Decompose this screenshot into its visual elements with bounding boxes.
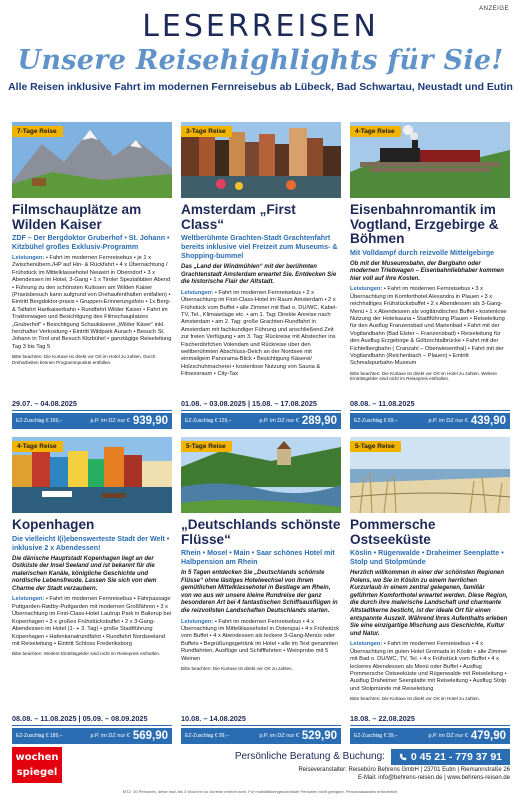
offer-services [181,290,341,379]
contact-label: Persönliche Beratung & Buchung: [234,751,385,762]
footer [12,747,510,783]
fine-print: MTZ: 30 Personen, diese muß bis 3 Wochen vor Anreise erreicht sein. Für mobilitätseingeschränkte Personen nicht geeignet. Personalausweis erforderlich. [122,789,399,794]
offer-dates: 08.08. – 11.08.2025 [350,399,510,411]
phone-button[interactable] [391,749,510,765]
offer-price: 479,90 [470,730,506,742]
masthead [0,0,521,94]
offer-intro: Die dänische Hauptstadt Kopenhagen liegt an der Ostküste der Insel Seeland und ist bekannt für die malerischen Kanäle, königliche Geschichte und nordische Lebensfreude. Lassen Sie sich von dem Charme der Stadt verzaubern. [12,555,157,592]
photo-city [181,122,341,198]
offer-price: 439,90 [470,415,506,427]
price-bar [350,728,510,744]
offer-subtitle: Köslin • Rügenwalde • Draheimer Seenplatte • Stolp und Stolpmünde [350,549,504,566]
offer-card-fluesse[interactable] [181,437,341,744]
price-bar [181,413,341,429]
offer-card-ostseekueste[interactable] [350,437,510,744]
duration-tag: 3-Tage Reise [181,126,232,137]
wochenspiegel-logo [12,747,62,783]
offer-card-amsterdam[interactable] [181,122,341,429]
duration-tag: 7-Tage Reise [12,126,63,137]
photo-mountains [12,122,172,198]
organizer-address: Reiseveranstalter: Reisebüro Behrens GmbH | 23701 Eutin | Riemannstraße 26 [298,767,510,773]
organizer-contact[interactable]: E-Mail: info@behrens-reisen.de | www.behrens-reisen.de [357,774,510,781]
offer-dates: 10.08. – 14.08.2025 [181,714,341,726]
phone-icon [399,753,407,761]
price-bar [181,728,341,744]
services-label: Leistungen: [12,596,45,603]
offer-price: 569,90 [132,730,168,742]
offer-services [12,596,172,648]
photo-beach [350,437,510,513]
offer-dates: 08.08. – 11.08.2025 | 05.09. – 08.09.2025 [12,714,172,726]
offer-card-eisenbahn[interactable] [350,122,510,429]
services-text: • Fahrt im modernen Fernreisebus • 4 x Übernachtung im guten Hotel Gromada in Köslin • alle Zimmer mit Bad o. DU/WC, TV, Tel. • 4 x Frühstück vom Buffet • 4 x leckeres Abendessen als Menü oder Buffet • Ausflug Pommersche Ostseeküste und Rügenwalde mit Reiseleitung • Ausflug Draheimer Seenplatte mit Reiseleitung • Ausflug Stolp und Stolpmünde mit Reiseleitung [350,641,508,692]
page-subtitle: Alle Reisen inklusive Fahrt im modernen Fernreisebus ab Lübeck, Bad Schwartau, Neustadt und Eutin [8,82,513,93]
services-text: • Fahrt im modernen Fernreisebus • Fährpassage Puttgarden-Rødby-Puttgarden mit modernen Großfähren • 3 x Übernachtung im First-Class-Hotel Lautrup Park in Ballerup bei Kopenhagen • 3 x großes Frühstücksbuffet • 2 x 3-Gang-Abendessen im Hotel (1- + 3. Tag) • große Stadtführung Kopenhagen • Hafenkanalrundfahrt • Rundfahrt Nordseeland mit Reiseleitung • Eintritt Schloss Frederiksborg [12,596,172,647]
price-bar [12,728,172,744]
offer-title: „Deutschlands schönste Flüsse“ [181,517,341,547]
contact-bar [69,749,510,764]
offer-note: Bitte beachten: Weitere Eintrittsgelder sind nicht im Reisepreis enthalten. [12,651,161,657]
offer-note: Bitte beachten: Die Kurtaxe ist direkt vor Ort zu zahlen. [181,666,293,671]
offer-subtitle: ZDF – Der Bergdoktor Gruberhof • St. Johann • Kitzbühel großes Exklusiv-Programm [12,234,170,251]
logo-bottom-word: spiegel [16,767,58,778]
offer-subtitle: Rhein • Mosel • Main • Saar schönes Hotel mit Halbpension am Rhein [181,549,335,566]
offer-note: Bitte beachten: Die Kurtaxe ist direkt vor Ort im Hotel zu zahlen. Durch Dreharbeiten können Programmpunkte entfallen. [12,354,156,365]
single-room-surcharge: EZ-Zuschlag € 99,– [185,733,229,739]
single-room-surcharge: EZ-Zuschlag € 69,– [354,418,398,424]
offer-title: Pommersche Ostseeküste [350,517,436,547]
offer-services [181,619,341,663]
page-title: LESERREISEN [142,9,379,44]
services-label: Leistungen: [181,289,214,296]
services-text: • Fahrt im modernen Fernreisebus • 2 x Übernachtung im First-Class-Hotel im Raum Amsterdam • 2 x Frühstück vom Buffet • alle Zimmer mit Bad o. DU/WC, Kabel-TV, Tel., Klimaanlage etc. • am 1. Tag: Direkte Anreise nach Amsterdam • am 2. Tag: große Grachten-Rundfahrt in Amsterdam mit fachkundiger Führung und anschließend Zeit zur freien Verfügung • am 3. Tag: Rückreise mit Abstecher ins Fischerdörfchen Volendam und Rückreise über den weltberühmten Abschluss-Deich an der Nordsee mit einmaligem Panorama-Blick • Besichtigung Käserei/ Holzschuhmacherei • kostenlose Nutzung von Sauna & Fitnessraum • City-Tax [181,289,338,378]
offer-note: Bitte beachten: Die Kurtaxe ist direkt vor Ort im Hotel zu zahlen. [350,696,480,702]
phone-number: 0 45 21 - 779 37 91 [410,750,502,763]
services-label: Leistungen: [350,286,383,293]
price-bar [12,413,172,429]
price-per-person-label: p.P. im DZ nur € [259,418,299,424]
price-per-person-label: p.P. im DZ nur € [259,733,299,739]
offer-intro: Das „Land der Windmühlen“ mit der berühmten Grachtenstadt Amsterdam erwartet Sie. Entdecken Sie die historische Flair der Altstadt. [181,264,337,286]
offer-intro: Herzlich willkommen in einer der schönsten Regionen Polens, wo Sie in Köslin zu einem herrlichen Kurzurlaub in einem zentral gelegenen, familiär geführten Komforthotel erwartet werden. Diese Region, die durch ihre malerische Landschaft und charmante Altstadtkerne besticht, ist der ideale Ort für einen entspannte Auszeit. Während Ihres Aufenthalts erleben Sie eine einzigartige Mischung aus Geschichte, Kultur und Natur. [350,570,508,637]
page-script-headline: Unsere Reisehighlights für Sie! [17,45,504,76]
offer-note: Bitte beachten: Die Kurtaxe ist direkt vor Ort im Hotel zu zahlen. Weitere Eintrittsgelder sind nicht im Reisepreis enthalten. [350,370,497,382]
services-label: Leistungen: [12,255,45,261]
offer-intro: Ob mit der Museumsbahn, der Bergbahn oder modernen Triebwagen – Eisenbahnliebhaber kommen hier voll auf ihre Kosten. [350,260,504,282]
offer-title: Amsterdam „First Class“ [181,202,296,232]
organizer-info [298,767,510,783]
price-per-person-label: p.P. im DZ nur € [90,733,130,739]
duration-tag: 4-Tage Reise [12,441,63,452]
single-room-surcharge: EZ-Zuschlag € 39,– [354,733,398,739]
offer-services [350,286,510,367]
advert-label: ANZEIGE [479,6,509,12]
single-room-surcharge: EZ-Zuschlag € 189,– [16,733,63,739]
offer-subtitle: Weltberühmte Grachten-Stadt Grachtenfahrt bereits inklusive viel Freizeit zum Museums- & Shopping-bummel [181,234,338,260]
photo-river [181,437,341,513]
single-room-surcharge: EZ-Zuschlag € 129,– [185,418,232,424]
offer-subtitle: Mit Volldampf durch reizvolle Mittelgebirge [350,248,495,257]
offer-intro: In 5 Tagen entdecken Sie „Deutschlands schönste Flüsse“ ohne lästiges Hotelwechsel von Ihrem gemütlichen Mittelklassehotel in Bestlage am Rhein, von wo aus wir unsere kleine Rundreise der ganz besonderen Art bei 4 fantastischen Schiffsausflügen in die reizvollsten Landschaften Deutschlands starten. [181,570,338,614]
services-label: Leistungen: [350,641,383,648]
offer-dates: 01.08. – 03.08.2025 | 15.08. – 17.08.2025 [181,399,341,411]
price-per-person-label: p.P. im DZ nur € [428,418,468,424]
offer-price: 939,90 [132,415,168,427]
logo-top-word: wochen [15,752,59,763]
offer-services [350,641,510,693]
services-label: Leistungen: [181,618,214,625]
services-text: • Fahrt im modernen Fernreisebus • je 1 x Zwischenübern./HP auf Hin- & Rückfahrt • 4 x Übernachtung / Frühstück im Mittelklassehotel Neuwirt in Oberndorf • 3 x Abendessen im Hotel, 3-Gang • 1 x Tiroler Spezialitäten Abend • Führung zu den schönsten Kulissen am Wilden Kaiser (Praxisbesuch kann aufgrund von Drehaufenthalten entfallen) • Eintritt Bergdoktor-praxis • Gruppen-Erinnerungsfoto • 1x Berg- & Talfahrt Hartkaiserbahn • Rundfahrt Wilder Kaiser • Fahrt im Traktorwagen und Besichtigung des Filmschauplatzes „Gruberhof“ • Besichtigung Schaukäserei „Wilder Käser“ inkl. herzhafter Verkostung • Eintritt Wildpark Aurach • Besuch St. Johann in Tirol und Besuch Kitzbühel • ganztägige Reiseleitung Tag 3 bis Tag 5 [12,255,172,350]
price-per-person-label: p.P. im DZ nur € [90,418,130,424]
price-bar [350,413,510,429]
offer-price: 529,90 [301,730,337,742]
photo-train [350,122,510,198]
duration-tag: 5-Tage Reise [350,441,401,452]
offer-services [12,255,172,351]
duration-tag: 5-Tage Reise [181,441,232,452]
offer-card-wilder-kaiser[interactable] [12,122,172,429]
offer-dates: 18.08. – 22.08.2025 [350,714,510,726]
services-text: • Fahrt im modernen Fernreisebus • 4 x Übernachtung im Mittelklassehotel in Osterspai • 4 x Frühstück vom Buffet • 4 x Abendessen als leckere 3-Gang-Menüs oder Buffets • Begrüßungsgetränk im Hotel • alle im Text genannten Rundfahrten, Ausflüge und Schifffahrten • Weinprobe mit 5 Weinen [181,618,340,662]
offer-subtitle: Die vielleicht l(i)ebenswerteste Stadt der Welt • inklusive 2 x Abendessen! [12,534,170,552]
price-per-person-label: p.P. im DZ nur € [428,733,468,739]
offer-title: Filmschauplätze am Wilden Kaiser [12,202,142,232]
offer-title: Eisenbahnromantik im Vogtland, Erzgebirge & Böhmen [350,202,499,246]
offer-dates: 29.07. – 04.08.2025 [12,399,172,411]
offer-title: Kopenhagen [12,517,95,532]
offer-grid [12,122,510,744]
single-room-surcharge: EZ-Zuschlag € 169,– [16,418,63,424]
duration-tag: 4-Tage Reise [350,126,401,137]
offer-price: 289,90 [301,415,337,427]
photo-harbor [12,437,172,513]
offer-card-kopenhagen[interactable] [12,437,172,744]
services-text: • Fahrt im modernen Fernreisebus • 3 x Übernachtung im Komforthotel Alexandra in Plauen • 3 x reichhaltiges Frühstücksbuffet • 2 x Abendessen als 3-Gang-Menü • 1 x Abendessen als vogtländisches Buffet • kostenlose Nutzung der Hotelsauna • Stadtführung Plauen • Reiseleitung für den Ausflug Franzensbad und Marienbad • Fahrt mit der Vogtlandbahn (Bad Elster – Franzensbad) • Reiseleitung für den Ausflug Erzgebirge & Göltzschtalbrücke • Fahrt mit der Fichtelbergbahn ( Cranzahl – Oberwiesenthal) • Fahrt mit der Vogtlandbahn (Reichenbach – Plauen) • Eintritt Schmalspurbahn-Museum [350,286,507,367]
